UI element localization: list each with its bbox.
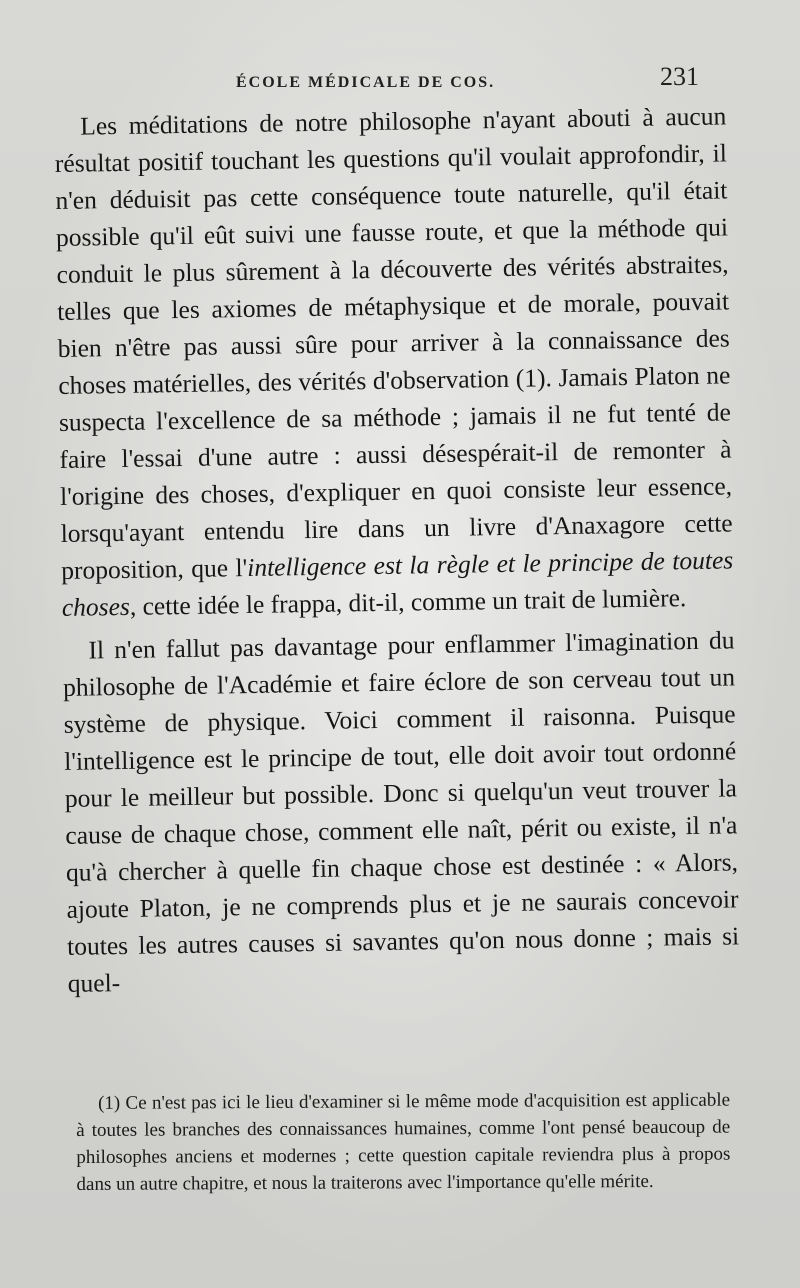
paragraph-2: Il n'en fallut pas davantage pour enflammer l'imagination du philosophe de l'Académie et faire éclore de son cerveau tout un système de physique. Voici comment il raisonna. Puisque l'intelligence est le principe de tout, elle doit avoir tout ordonné pour le meilleur but possible. Donc si quelqu'un veut trouver la cause de chaque chose, comment elle naît, périt ou existe, il n'a qu'à chercher à quelle fin chaque chose est destinée : « Alors, ajoute Platon, je ne comprends plus et je ne saurais concevoir toutes les autres causes si savantes qu'on nous donne ; mais si quel- (62, 625, 740, 998)
paragraph-1-italic-phrase: intelligence est la règle et le principe de toutes choses (61, 545, 734, 622)
page-number: 231 (660, 62, 699, 91)
paragraph-1-text-b: , cette idée le frappa, dit-il, comme un trait de lumière. (129, 583, 687, 621)
main-text (54, 97, 740, 1001)
footnote-text: (1) Ce n'est pas ici le lieu d'examiner si le même mode d'acquisition est applicable à toutes les branches des connaissances humaines, comme l'ont pensé beaucoup de philosophes anciens et modernes ; cette question capitale reviendra plus à propos dans un autre chapitre, et nous la traiterons avec l'importance qu'elle mérite. (76, 1089, 731, 1195)
paragraph-1-text-a: Les méditations de notre philosophe n'ayant abouti à aucun résultat positif touchant les questions qu'il voulait approfondir, il n'en déduisit pas cette conséquence toute naturelle, qu'il était possible qu'il eût suivi une fausse route, et que la méthode qui conduit le plus sûrement à la découverte des vérités abstraites, telles que les axiomes de métaphysique et de morale, pouvait bien n'être pas aussi sûre pour arriver à la connaissance des choses matérielles, des vérités d'observation (1). Jamais Platon ne suspecta l'excellence de sa méthode ; jamais il ne fut tenté de faire l'essai d'une autre : aussi désespérait-il de remonter à l'origine des choses, d'expliquer en quoi consiste leur essence, lorsqu'ayant entendu lire dans un livre d'Anaxagore cette proposition, que l' (54, 101, 733, 585)
running-title: ÉCOLE MÉDICALE DE COS. (236, 74, 496, 91)
footnote (76, 1087, 731, 1198)
paragraph-1 (54, 97, 734, 625)
